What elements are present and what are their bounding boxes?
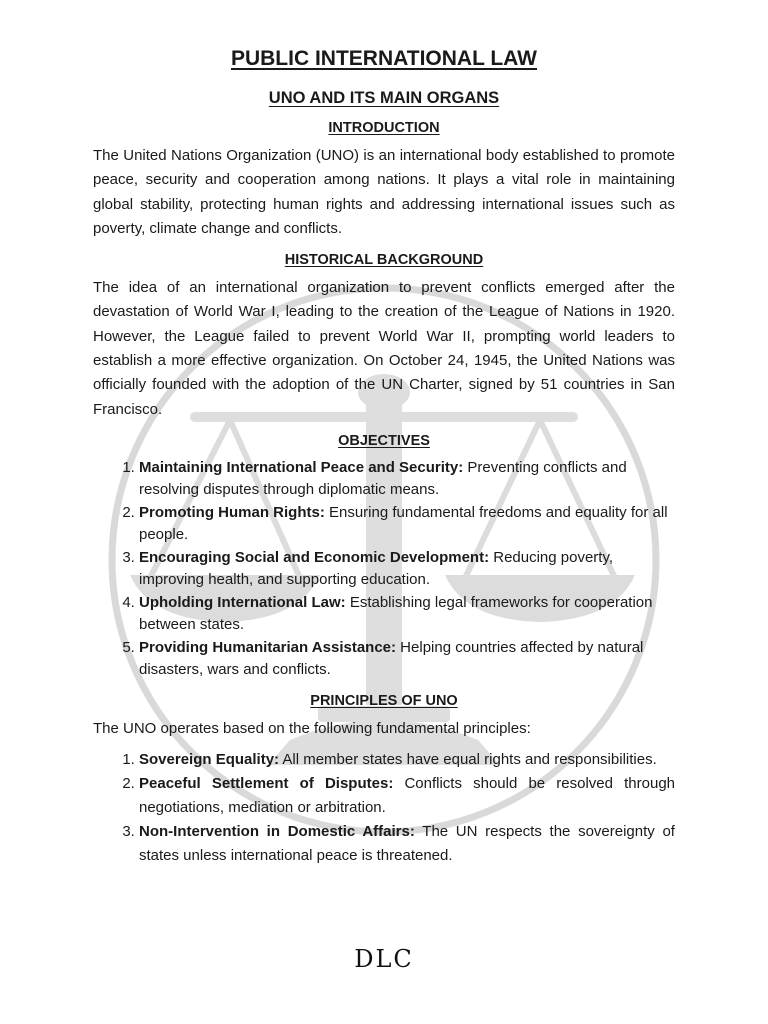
list-item <box>139 637 675 682</box>
document-title: PUBLIC INTERNATIONAL LAW <box>230 47 538 70</box>
item-title: Encouraging Social and Economic Development: <box>139 548 490 566</box>
history-heading: HISTORICAL BACKGROUND <box>284 252 484 269</box>
item-title: Promoting Human Rights: <box>139 503 325 521</box>
item-text: Conflicts should be resolved through negotiations, mediation or arbitration. <box>139 775 675 817</box>
list-item <box>139 772 675 820</box>
objectives-heading: OBJECTIVES <box>338 432 430 449</box>
principles-list <box>93 748 675 868</box>
item-title: Upholding International Law: <box>139 593 346 611</box>
item-text: Establishing legal frameworks for cooperation between states. <box>139 593 653 634</box>
list-item <box>139 547 675 592</box>
list-item <box>139 592 675 637</box>
item-text: Reducing poverty, improving health, and supporting education. <box>139 548 614 589</box>
item-text: Helping countries affected by natural disasters, wars and conflicts. <box>139 638 644 679</box>
item-title: Providing Humanitarian Assistance: <box>139 638 397 656</box>
objectives-list <box>93 457 675 682</box>
item-title: Sovereign Equality: <box>139 751 280 769</box>
introduction-heading: INTRODUCTION <box>328 120 440 136</box>
item-title: Non-Intervention in Domestic Affairs: <box>139 823 415 841</box>
list-item <box>139 820 675 868</box>
document-subtitle: UNO AND ITS MAIN ORGANS <box>268 89 500 107</box>
item-text: Ensuring fundamental freedoms and equality for all people. <box>139 503 668 544</box>
list-item <box>139 457 675 502</box>
history-paragraph: The idea of an international organization to prevent conflicts emerged after the devastation of World War I, leading to the creation of the League of Nations in 1920. However, the League failed to prevent World War II, prompting world leaders to establish a more effective organization. On October 24, 1945, the United Nations was officially founded with the adoption of the UN Charter, signed by 51 countries in San Francisco. <box>93 279 675 418</box>
principles-heading: PRINCIPLES OF UNO <box>310 692 458 709</box>
list-item <box>139 502 675 547</box>
item-title: Maintaining International Peace and Security: <box>139 458 464 476</box>
item-title: Peaceful Settlement of Disputes: <box>139 775 394 793</box>
footer-logo: DLC <box>354 945 414 973</box>
item-text: All member states have equal rights and responsibilities. <box>279 751 657 769</box>
list-item <box>139 748 675 772</box>
principles-intro: The UNO operates based on the following fundamental principles: <box>93 719 531 737</box>
introduction-paragraph: The United Nations Organization (UNO) is an international body established to promote peace, security and cooperation among nations. It plays a vital role in maintaining global stability, protecting human rights and addressing international issues such as poverty, climate change and conflicts. <box>93 147 675 237</box>
item-text: The UN respects the sovereignty of states unless international peace is threatened. <box>139 823 675 865</box>
item-text: Preventing conflicts and resolving disputes through diplomatic means. <box>139 458 627 499</box>
document-page <box>93 44 675 875</box>
